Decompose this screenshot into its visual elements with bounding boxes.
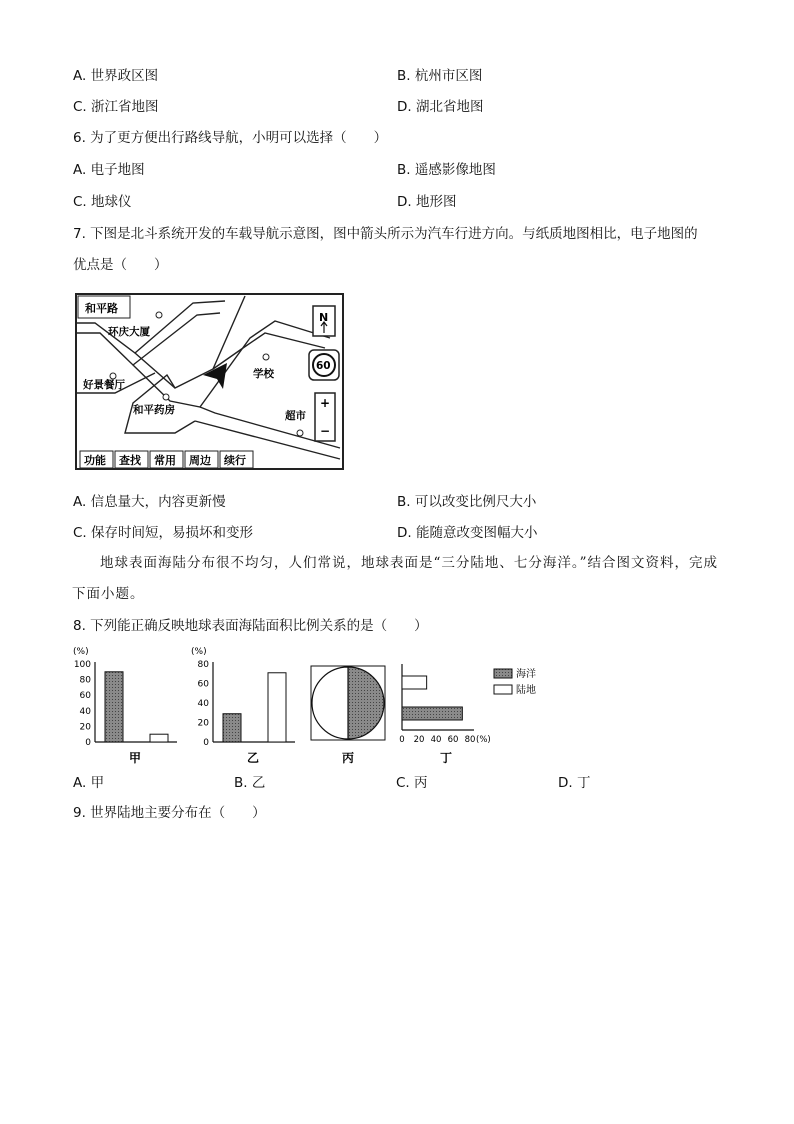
intro-paragraph: 地球表面海陆分布很不均匀，人们常说，地球表面是“三分陆地、七分海洋。”结合图文资料，完成下面小题。: [72, 555, 719, 602]
place-huanqing: 环庆大厦: [108, 326, 150, 338]
chart-0-unit: (%): [73, 647, 89, 657]
menu-frequent[interactable]: 常用: [154, 454, 176, 467]
speed-limit-sign: 60: [316, 360, 331, 372]
legend-ocean-label: 海洋: [516, 669, 536, 680]
chart-1-ytick-1: 20: [197, 718, 209, 729]
q6-option-d[interactable]: D. 地形图: [397, 194, 457, 210]
q9-stem: 9. 世界陆地主要分布在（ ）: [73, 805, 266, 821]
q7-stem-line2: 优点是（ ）: [73, 257, 168, 273]
q8-option-c[interactable]: C. 丙: [396, 775, 428, 791]
chart-3-xtick-1: 20: [413, 735, 425, 745]
q8-option-a[interactable]: A. 甲: [73, 775, 105, 791]
q7-option-c[interactable]: C. 保存时间短，易损坏和变形: [73, 525, 254, 541]
q6-option-c[interactable]: C. 地球仪: [73, 194, 132, 210]
place-heping-pharmacy: 和平药房: [133, 404, 175, 416]
q7-option-d[interactable]: D. 能随意改变图幅大小: [397, 525, 538, 541]
chart-3-xtick-0: 0: [399, 735, 405, 745]
legend-land-label: 陆地: [516, 685, 536, 696]
q6-stem: 6. 为了更方便出行路线导航，小明可以选择（ ）: [73, 130, 388, 146]
q5-option-b[interactable]: B. 杭州市区图: [397, 68, 483, 84]
chart-0-ytick-2: 40: [79, 706, 91, 717]
chart-0-ytick-3: 60: [79, 691, 91, 702]
q6-option-a[interactable]: A. 电子地图: [73, 162, 145, 178]
chart-3-bar-海洋: [402, 707, 462, 720]
place-school: 学校: [253, 368, 274, 380]
menu-continue[interactable]: 续行: [224, 454, 246, 467]
road-label: 和平路: [85, 302, 118, 315]
q8-stem: 8. 下列能正确反映地球表面海陆面积比例关系的是（ ）: [73, 618, 428, 634]
zoom-out-button[interactable]: −: [320, 424, 331, 438]
place-haojing: 好景餐厅: [83, 379, 125, 391]
zoom-in-button[interactable]: +: [320, 396, 331, 410]
place-supermarket: 超市: [285, 410, 306, 422]
q7-option-a[interactable]: A. 信息量大，内容更新慢: [73, 494, 226, 510]
q6-option-b[interactable]: B. 遥感影像地图: [397, 162, 496, 178]
q7-stem-line1: 7. 下图是北斗系统开发的车载导航示意图，图中箭头所示为汽车行进方向。与纸质地图相比，电子地图的: [73, 226, 698, 242]
navigation-map-figure: [75, 293, 345, 471]
chart-0-ytick-5: 100: [73, 660, 91, 670]
chart-3-name: 丁: [439, 751, 453, 765]
chart-2-name: 丙: [341, 751, 355, 765]
q7-option-b[interactable]: B. 可以改变比例尺大小: [397, 494, 537, 510]
legend-land-swatch: [494, 685, 512, 694]
chart-3-unit: (%): [476, 735, 491, 745]
menu-function[interactable]: 功能: [84, 454, 106, 467]
q5-option-c[interactable]: C. 浙江省地图: [73, 99, 159, 115]
chart-0-ytick-1: 20: [79, 722, 91, 733]
chart-1-ytick-0: 0: [203, 738, 209, 748]
chart-0-ytick-0: 0: [85, 738, 91, 748]
chart-1-bar-陆地: [268, 673, 286, 742]
chart-3-xtick-3: 60: [447, 735, 459, 745]
menu-search[interactable]: 查找: [119, 454, 141, 467]
chart-3-bar-陆地: [402, 676, 427, 689]
q8-charts: [70, 642, 550, 767]
q8-option-d[interactable]: D. 丁: [558, 775, 591, 791]
chart-0-bar-海洋: [105, 672, 123, 742]
chart-0-name: 甲: [128, 751, 142, 765]
chart-0-ytick-4: 80: [79, 675, 91, 686]
chart-1-ytick-4: 80: [197, 660, 209, 670]
chart-1-ytick-2: 40: [197, 699, 209, 709]
chart-1-unit: (%): [191, 647, 207, 657]
chart-1-ytick-3: 60: [197, 679, 209, 690]
north-label: N: [319, 311, 329, 324]
chart-1-bar-海洋: [223, 714, 241, 742]
legend-ocean-swatch: [494, 669, 512, 678]
chart-3-xtick-4: 80: [464, 735, 476, 745]
chart-0-bar-陆地: [150, 734, 168, 742]
menu-nearby[interactable]: 周边: [189, 454, 211, 467]
chart-3-xtick-2: 40: [430, 735, 442, 745]
q5-option-a[interactable]: A. 世界政区图: [73, 68, 159, 84]
q8-option-b[interactable]: B. 乙: [234, 775, 266, 791]
q5-option-d[interactable]: D. 湖北省地图: [397, 99, 484, 115]
chart-1-name: 乙: [246, 751, 260, 765]
